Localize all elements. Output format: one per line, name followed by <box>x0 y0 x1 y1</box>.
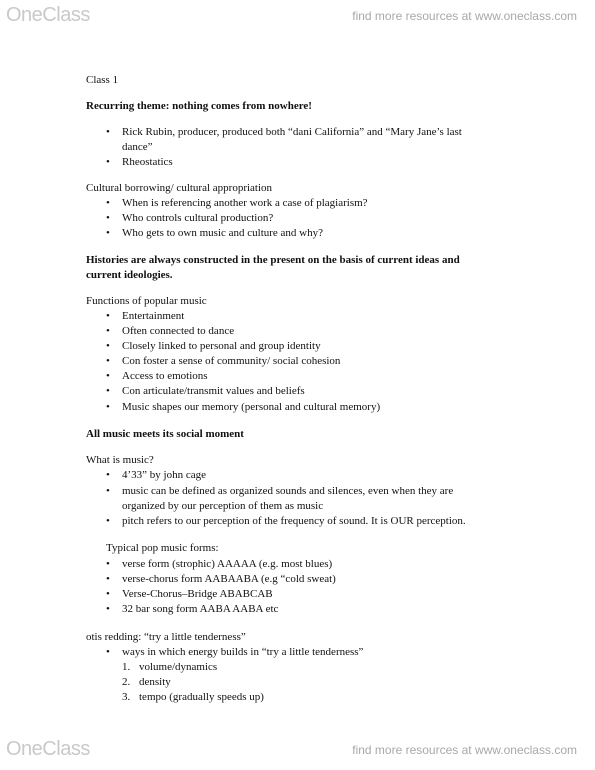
oneclass-logo[interactable]: OneClass <box>6 738 90 760</box>
bullet-icon: • <box>106 573 110 585</box>
list-item: Who gets to own music and culture and why? <box>122 227 324 239</box>
page-footer <box>0 734 595 768</box>
list-item: Access to emotions <box>122 370 208 382</box>
bullet-icon: • <box>106 227 110 239</box>
bullet-icon: • <box>106 401 110 413</box>
bullet-icon: • <box>106 588 110 600</box>
numbered-item: volume/dynamics <box>139 661 218 673</box>
list-item: verse form (strophic) AAAAA (e.g. most blues) <box>122 558 333 570</box>
list-item: Con articulate/transmit values and beliefs <box>122 385 305 397</box>
list-item: verse-chorus form AABAABA (e.g “cold sweat) <box>122 573 336 585</box>
doc-title: Class 1 <box>86 74 119 86</box>
heading-recurring-theme: Recurring theme: nothing comes from nowhere! <box>86 100 312 112</box>
bullet-icon: • <box>106 469 110 481</box>
list-item: Rheostatics <box>122 156 173 168</box>
heading-cultural-borrowing: Cultural borrowing/ cultural appropriation <box>86 182 273 194</box>
list-item: 32 bar song form AABA AABA etc <box>122 603 279 615</box>
list-item: Who controls cultural production? <box>122 212 274 224</box>
list-item: Closely linked to personal and group identity <box>122 340 321 352</box>
bullet-icon: • <box>106 156 110 168</box>
list-number: 3. <box>122 691 131 703</box>
oneclass-logo[interactable]: OneClass <box>6 4 90 26</box>
bullet-icon: • <box>106 485 110 497</box>
list-item: music can be defined as organized sounds and silences, even when they are <box>122 485 454 497</box>
heading-functions: Functions of popular music <box>86 295 207 307</box>
list-number: 1. <box>122 661 131 673</box>
footer-tagline[interactable]: find more resources at www.oneclass.com <box>352 743 577 757</box>
bullet-icon: • <box>106 646 110 658</box>
list-item: Verse-Chorus–Bridge ABABCAB <box>122 588 273 600</box>
heading-typical-forms: Typical pop music forms: <box>106 542 219 554</box>
bullet-icon: • <box>106 515 110 527</box>
bullet-icon: • <box>106 603 110 615</box>
list-item: When is referencing another work a case of plagiarism? <box>122 197 368 209</box>
heading-social-moment: All music meets its social moment <box>86 428 244 440</box>
heading-histories-continued: current ideologies. <box>86 269 173 281</box>
bullet-icon: • <box>106 355 110 367</box>
list-item: pitch refers to our perception of the frequency of sound. It is OUR perception. <box>122 515 466 527</box>
bullet-icon: • <box>106 126 110 138</box>
header-tagline[interactable]: find more resources at www.oneclass.com <box>352 9 577 23</box>
list-item: Music shapes our memory (personal and cultural memory) <box>122 401 381 413</box>
bullet-icon: • <box>106 310 110 322</box>
list-item-continued: organized by our perception of them as music <box>122 500 324 512</box>
numbered-item: density <box>139 676 171 688</box>
list-item: Rick Rubin, producer, produced both “dani California” and “Mary Jane’s last <box>122 126 462 138</box>
bullet-icon: • <box>106 340 110 352</box>
list-item: 4’33” by john cage <box>122 469 206 481</box>
bullet-icon: • <box>106 385 110 397</box>
list-item: Entertainment <box>122 310 185 322</box>
bullet-icon: • <box>106 370 110 382</box>
numbered-item: tempo (gradually speeds up) <box>139 691 264 703</box>
bullet-icon: • <box>106 558 110 570</box>
heading-histories: Histories are always constructed in the present on the basis of current ideas and <box>86 254 460 266</box>
list-number: 2. <box>122 676 131 688</box>
heading-what-is-music: What is music? <box>86 454 154 466</box>
list-item: ways in which energy builds in “try a little tenderness” <box>122 646 364 658</box>
bullet-icon: • <box>106 212 110 224</box>
bullet-icon: • <box>106 325 110 337</box>
list-item: Con foster a sense of community/ social cohesion <box>122 355 341 367</box>
heading-otis-redding: otis redding: “try a little tenderness” <box>86 631 246 643</box>
list-item-continued: dance” <box>122 141 153 153</box>
list-item: Often connected to dance <box>122 325 235 337</box>
bullet-icon: • <box>106 197 110 209</box>
page-header <box>0 0 595 34</box>
